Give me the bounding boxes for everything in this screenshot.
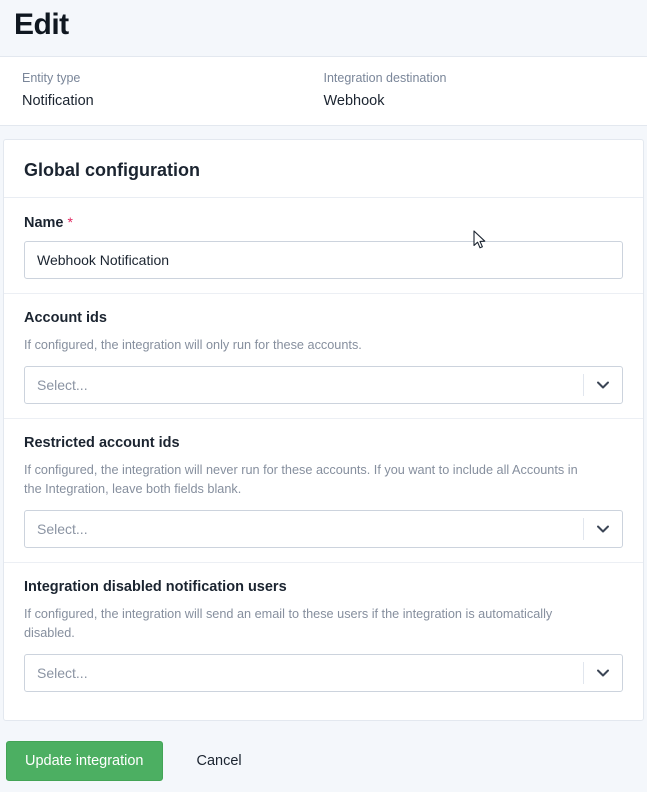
form-actions [0,721,647,781]
restricted-account-ids-select[interactable] [24,510,623,548]
restricted-account-ids-help: If configured, the integration will never run for these accounts. If you want to include all Accounts in the Integration, leave both fields blank. [24,463,578,496]
entity-type-column [22,71,324,109]
field-account-ids [4,294,643,419]
cancel-button[interactable]: Cancel [191,752,248,770]
disabled-notification-users-select-placeholder: Select... [37,665,88,682]
disabled-notification-users-help: If configured, the integration will send an email to these users if the integration is automatically disabled. [24,607,553,640]
global-configuration-title: Global configuration [4,140,643,198]
required-marker-icon: * [67,214,73,230]
disabled-notification-users-label: Integration disabled notification users [24,579,287,596]
account-ids-label: Account ids [24,310,107,326]
page-title: Edit [14,8,69,41]
name-input[interactable] [24,241,623,279]
summary-card [0,56,647,126]
entity-type-label: Entity type [22,71,81,85]
account-ids-help: If configured, the integration will only run for these accounts. [24,338,362,352]
chevron-down-icon[interactable] [584,378,622,392]
chevron-down-icon[interactable] [584,522,622,536]
field-name [4,198,643,294]
disabled-notification-users-select[interactable] [24,654,623,692]
update-integration-button[interactable]: Update integration [6,741,163,781]
restricted-account-ids-label: Restricted account ids [24,435,180,452]
chevron-down-icon[interactable] [584,666,622,680]
field-disabled-notification-users [4,563,643,706]
field-restricted-account-ids [4,419,643,563]
integration-destination-column [324,71,626,109]
name-field-label-text: Name [24,215,64,231]
integration-destination-label: Integration destination [323,71,447,85]
integration-destination-value: Webhook [323,93,385,109]
restricted-account-ids-select-placeholder: Select... [37,521,88,538]
account-ids-select-placeholder: Select... [37,377,88,394]
entity-type-value: Notification [22,93,94,109]
global-configuration-card [3,139,644,721]
name-field-label [24,214,623,231]
account-ids-select[interactable] [24,366,623,404]
